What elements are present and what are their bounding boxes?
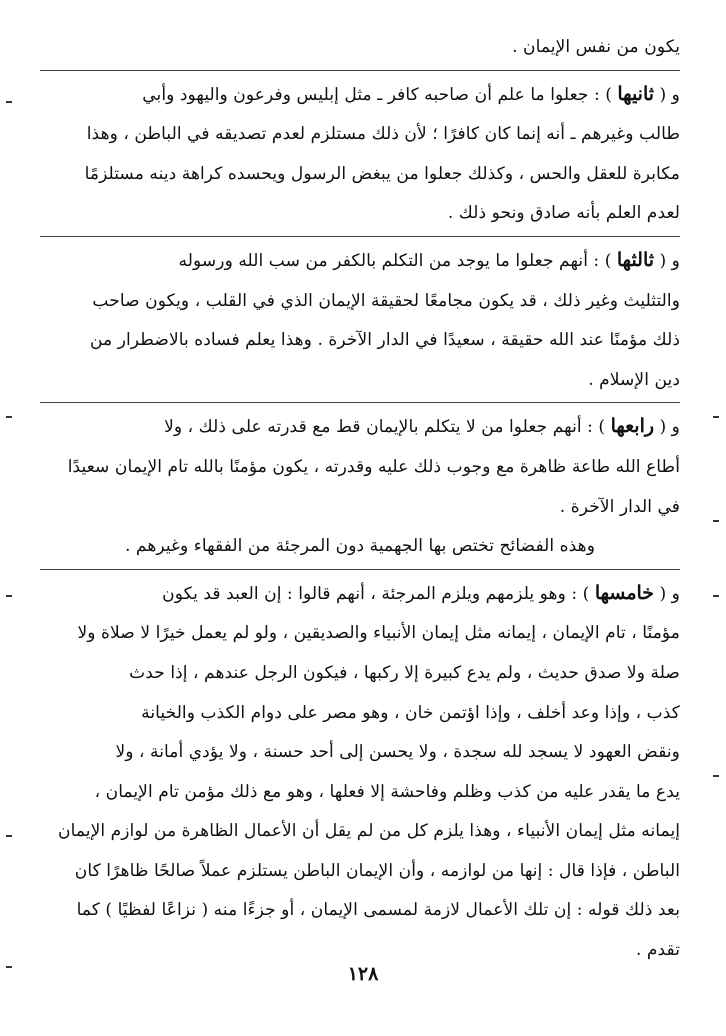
paragraph-lead: و ( <box>659 417 680 438</box>
paragraph-fourth <box>40 402 680 527</box>
paragraph-intro <box>40 28 680 68</box>
scan-mark <box>6 101 12 103</box>
text-line: تقدم . <box>635 940 680 961</box>
text-line: يدع ما يقدر عليه من كذب وظلم وفاحشة إلا فعلها ، وهو مع ذلك مؤمن تام الإيمان ، <box>94 781 680 802</box>
text-line: : جعلوا ما علم أن صاحبه كافر ـ مثل إبليس وفرعون واليهود وأبي <box>142 84 600 105</box>
text-line: إيمانه مثل إيمان الأنبياء ، وهذا يلزم كل من لم يقل أن الأعمال الظاهرة من لوازم الإيمان <box>58 821 680 842</box>
text-line: في الدار الآخرة . <box>559 496 680 517</box>
section-keyword: ثانيها <box>617 82 655 105</box>
scan-mark <box>6 416 12 418</box>
text-line: وهذه الفضائح تختص بها الجهمية دون المرجئة من الفقهاء وغيرهم . <box>124 536 596 557</box>
section-keyword: ثالثها <box>616 248 655 271</box>
page-number: ١٢٨ <box>347 963 379 985</box>
text-line: ونقض العهود لا يسجد لله سجدة ، ولا يحسن إلى أحد حسنة ، ولا يؤدي أمانة ، ولا <box>115 742 680 763</box>
section-keyword: خامسها <box>594 581 655 604</box>
paragraph-close: ) <box>604 250 612 271</box>
text-line: : وهو يلزمهم ويلزم المرجئة ، أنهم قالوا : إن العبد قد يكون <box>162 583 578 604</box>
text-line: كذب ، وإذا وعد أخلف ، وإذا اؤتمن خان ، وهو مصر على دوام الكذب والخيانة <box>141 702 680 723</box>
text-line: طالب وغيرهم ـ أنه إنما كان كافرًا ؛ لأن ذلك مستلزم لعدم تصديقه في الباطن ، وهذا <box>86 124 680 145</box>
paragraph-close: ) <box>598 417 606 438</box>
paragraph-close: ) <box>582 583 590 604</box>
scan-mark <box>713 775 719 777</box>
scan-mark <box>6 966 12 968</box>
text-line: والتثليث وغير ذلك ، قد يكون مجامعًا لحقيقة الإيمان الذي في القلب ، ويكون صاحب <box>92 290 680 311</box>
paragraph-lead: و ( <box>659 84 680 105</box>
text-line: صلة ولا صدق حديث ، ولم يدع كبيرة إلا ركبها ، فيكون الرجل عندهم ، إذا حدث <box>129 662 680 683</box>
text-line: مؤمنًا ، تام الإيمان ، إيمانه مثل إيمان الأنبياء والصديقين ، ولو لم يعمل خيرًا لا صلاة ولا <box>77 623 680 644</box>
scan-mark <box>713 416 719 418</box>
text-line: : أنهم جعلوا ما يوجد من التكلم بالكفر من سب الله ورسوله <box>178 250 600 271</box>
scan-mark <box>6 595 12 597</box>
paragraph-lead: و ( <box>659 583 680 604</box>
paragraph-lead: و ( <box>659 250 680 271</box>
text-line: يكون من نفس الإيمان . <box>512 37 680 57</box>
text-line: لعدم العلم بأنه صادق ونحو ذلك . <box>447 203 680 224</box>
document-page <box>40 28 680 971</box>
text-line: مكابرة للعقل والحس ، وكذلك جعلوا من يبغض الرسول ويحسده كراهة دينه مستلزمًا <box>84 163 680 184</box>
text-line: : أنهم جعلوا من لا يتكلم بالإيمان قط مع قدرته على ذلك ، ولا <box>164 417 593 438</box>
paragraph-fifth <box>40 569 680 971</box>
text-line: دين الإسلام . <box>588 369 680 390</box>
scan-mark <box>713 595 719 597</box>
section-keyword: رابعها <box>610 415 655 438</box>
paragraph-note <box>40 527 680 567</box>
text-line: أطاع الله طاعة ظاهرة مع وجوب ذلك عليه وقدرته ، يكون مؤمنًا بالله تام الإيمان سعيدًا <box>67 456 680 477</box>
paragraph-third <box>40 236 680 400</box>
text-line: الباطن ، فإذا قال : إنها من لوازمه ، وأن الإيمان الباطن يستلزم عملاً صالحًا ظاهرًا كان <box>74 860 680 881</box>
scan-mark <box>6 835 12 837</box>
paragraph-second <box>40 70 680 234</box>
text-line: بعد ذلك قوله : إن تلك الأعمال لازمة لمسمى الإيمان ، أو جزءًا منه ( نزاعًا لفظيًا ) كما <box>76 900 680 921</box>
paragraph-close: ) <box>605 84 612 105</box>
text-line: ذلك مؤمنًا عند الله حقيقة ، سعيدًا في الدار الآخرة . وهذا يعلم فساده بالاضطرار من <box>89 330 680 351</box>
scan-mark <box>713 520 719 522</box>
